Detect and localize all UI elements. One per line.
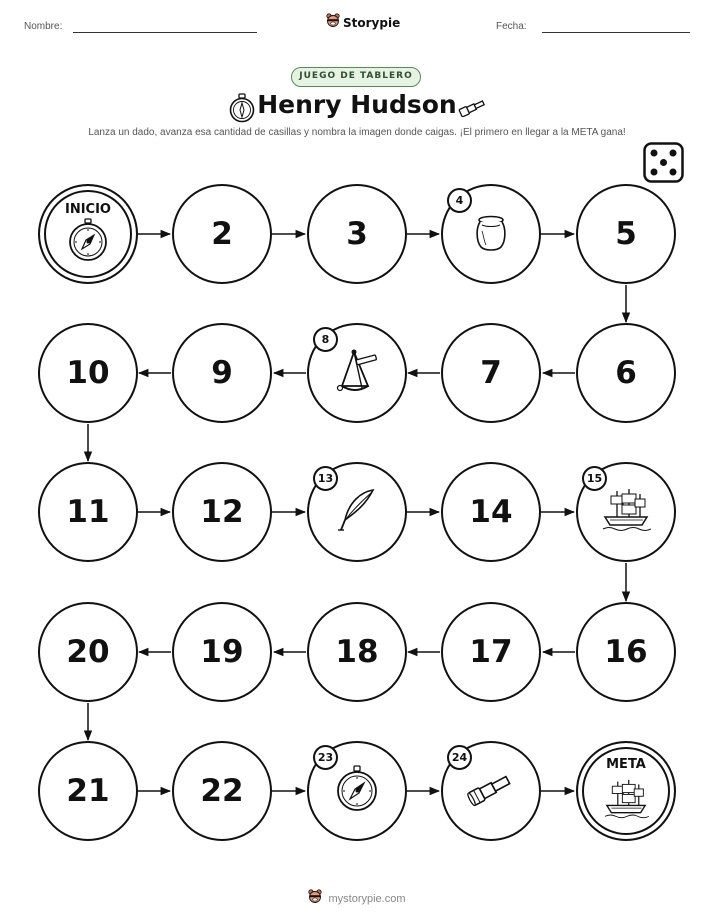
name-label: Nombre: bbox=[24, 21, 63, 32]
compass-icon bbox=[66, 218, 110, 266]
cell-number-badge: 4 bbox=[447, 188, 472, 213]
board-cell-12 bbox=[172, 462, 272, 562]
start-label: INICIO bbox=[65, 202, 111, 217]
cell-number: 14 bbox=[469, 494, 513, 530]
board-cell-11 bbox=[38, 462, 138, 562]
board-cell-3 bbox=[307, 184, 407, 284]
game-type-badge: JUEGO DE TABLERO bbox=[291, 67, 421, 87]
board-cell-23 bbox=[307, 741, 407, 841]
finish-label: META bbox=[606, 757, 646, 772]
quill-icon bbox=[335, 486, 379, 538]
instructions: Lanza un dado, avanza esa cantidad de casillas y nombra la imagen donde caigas. ¡El primero en llegar a la META gana! bbox=[88, 127, 626, 138]
board-cell-15 bbox=[576, 462, 676, 562]
cell-number: 6 bbox=[615, 355, 637, 391]
board-cell-start bbox=[38, 184, 138, 284]
cell-number: 7 bbox=[480, 355, 502, 391]
cell-number: 5 bbox=[615, 216, 637, 252]
board-cell-8 bbox=[307, 323, 407, 423]
board-cell-14 bbox=[441, 462, 541, 562]
spyglass-icon bbox=[466, 771, 516, 811]
cell-number: 18 bbox=[335, 634, 379, 670]
cell-number: 20 bbox=[66, 634, 110, 670]
cell-number: 3 bbox=[346, 216, 368, 252]
footer bbox=[0, 889, 714, 908]
cell-number-badge: 15 bbox=[582, 466, 607, 491]
cell-number-badge: 8 bbox=[313, 327, 338, 352]
board-cell-10 bbox=[38, 323, 138, 423]
brand-name: Storypie bbox=[343, 15, 401, 30]
board-cell-4 bbox=[441, 184, 541, 284]
board-cell-16 bbox=[576, 602, 676, 702]
board-cell-19 bbox=[172, 602, 272, 702]
board-cell-13 bbox=[307, 462, 407, 562]
cell-number: 16 bbox=[604, 634, 648, 670]
board-cell-2 bbox=[172, 184, 272, 284]
ship-icon bbox=[601, 487, 651, 537]
board-cell-finish bbox=[576, 741, 676, 841]
ship-icon bbox=[603, 778, 649, 824]
board-cell-20 bbox=[38, 602, 138, 702]
board-cell-7 bbox=[441, 323, 541, 423]
footer-url[interactable]: mystorypie.com bbox=[328, 892, 406, 905]
compass-icon bbox=[335, 765, 379, 817]
date-label: Fecha: bbox=[496, 21, 527, 32]
page-title: Henry Hudson bbox=[257, 90, 457, 119]
cell-number: 22 bbox=[200, 773, 244, 809]
board-cell-22 bbox=[172, 741, 272, 841]
board-cell-9 bbox=[172, 323, 272, 423]
cell-number: 9 bbox=[211, 355, 233, 391]
board-cell-24 bbox=[441, 741, 541, 841]
cell-number-badge: 13 bbox=[313, 466, 338, 491]
board-cell-21 bbox=[38, 741, 138, 841]
cell-number: 10 bbox=[66, 355, 110, 391]
bear-icon bbox=[308, 889, 322, 908]
cell-number: 17 bbox=[469, 634, 513, 670]
cell-number-badge: 24 bbox=[447, 745, 472, 770]
sextant-icon bbox=[332, 348, 382, 398]
board-cell-5 bbox=[576, 184, 676, 284]
board-cell-17 bbox=[441, 602, 541, 702]
board-cell-6 bbox=[576, 323, 676, 423]
board-cell-18 bbox=[307, 602, 407, 702]
cell-number: 2 bbox=[211, 216, 233, 252]
cell-number: 11 bbox=[66, 494, 110, 530]
jar-icon bbox=[470, 211, 512, 257]
cell-number: 19 bbox=[200, 634, 244, 670]
cell-number: 12 bbox=[200, 494, 244, 530]
cell-number-badge: 23 bbox=[313, 745, 338, 770]
cell-number: 21 bbox=[66, 773, 110, 809]
